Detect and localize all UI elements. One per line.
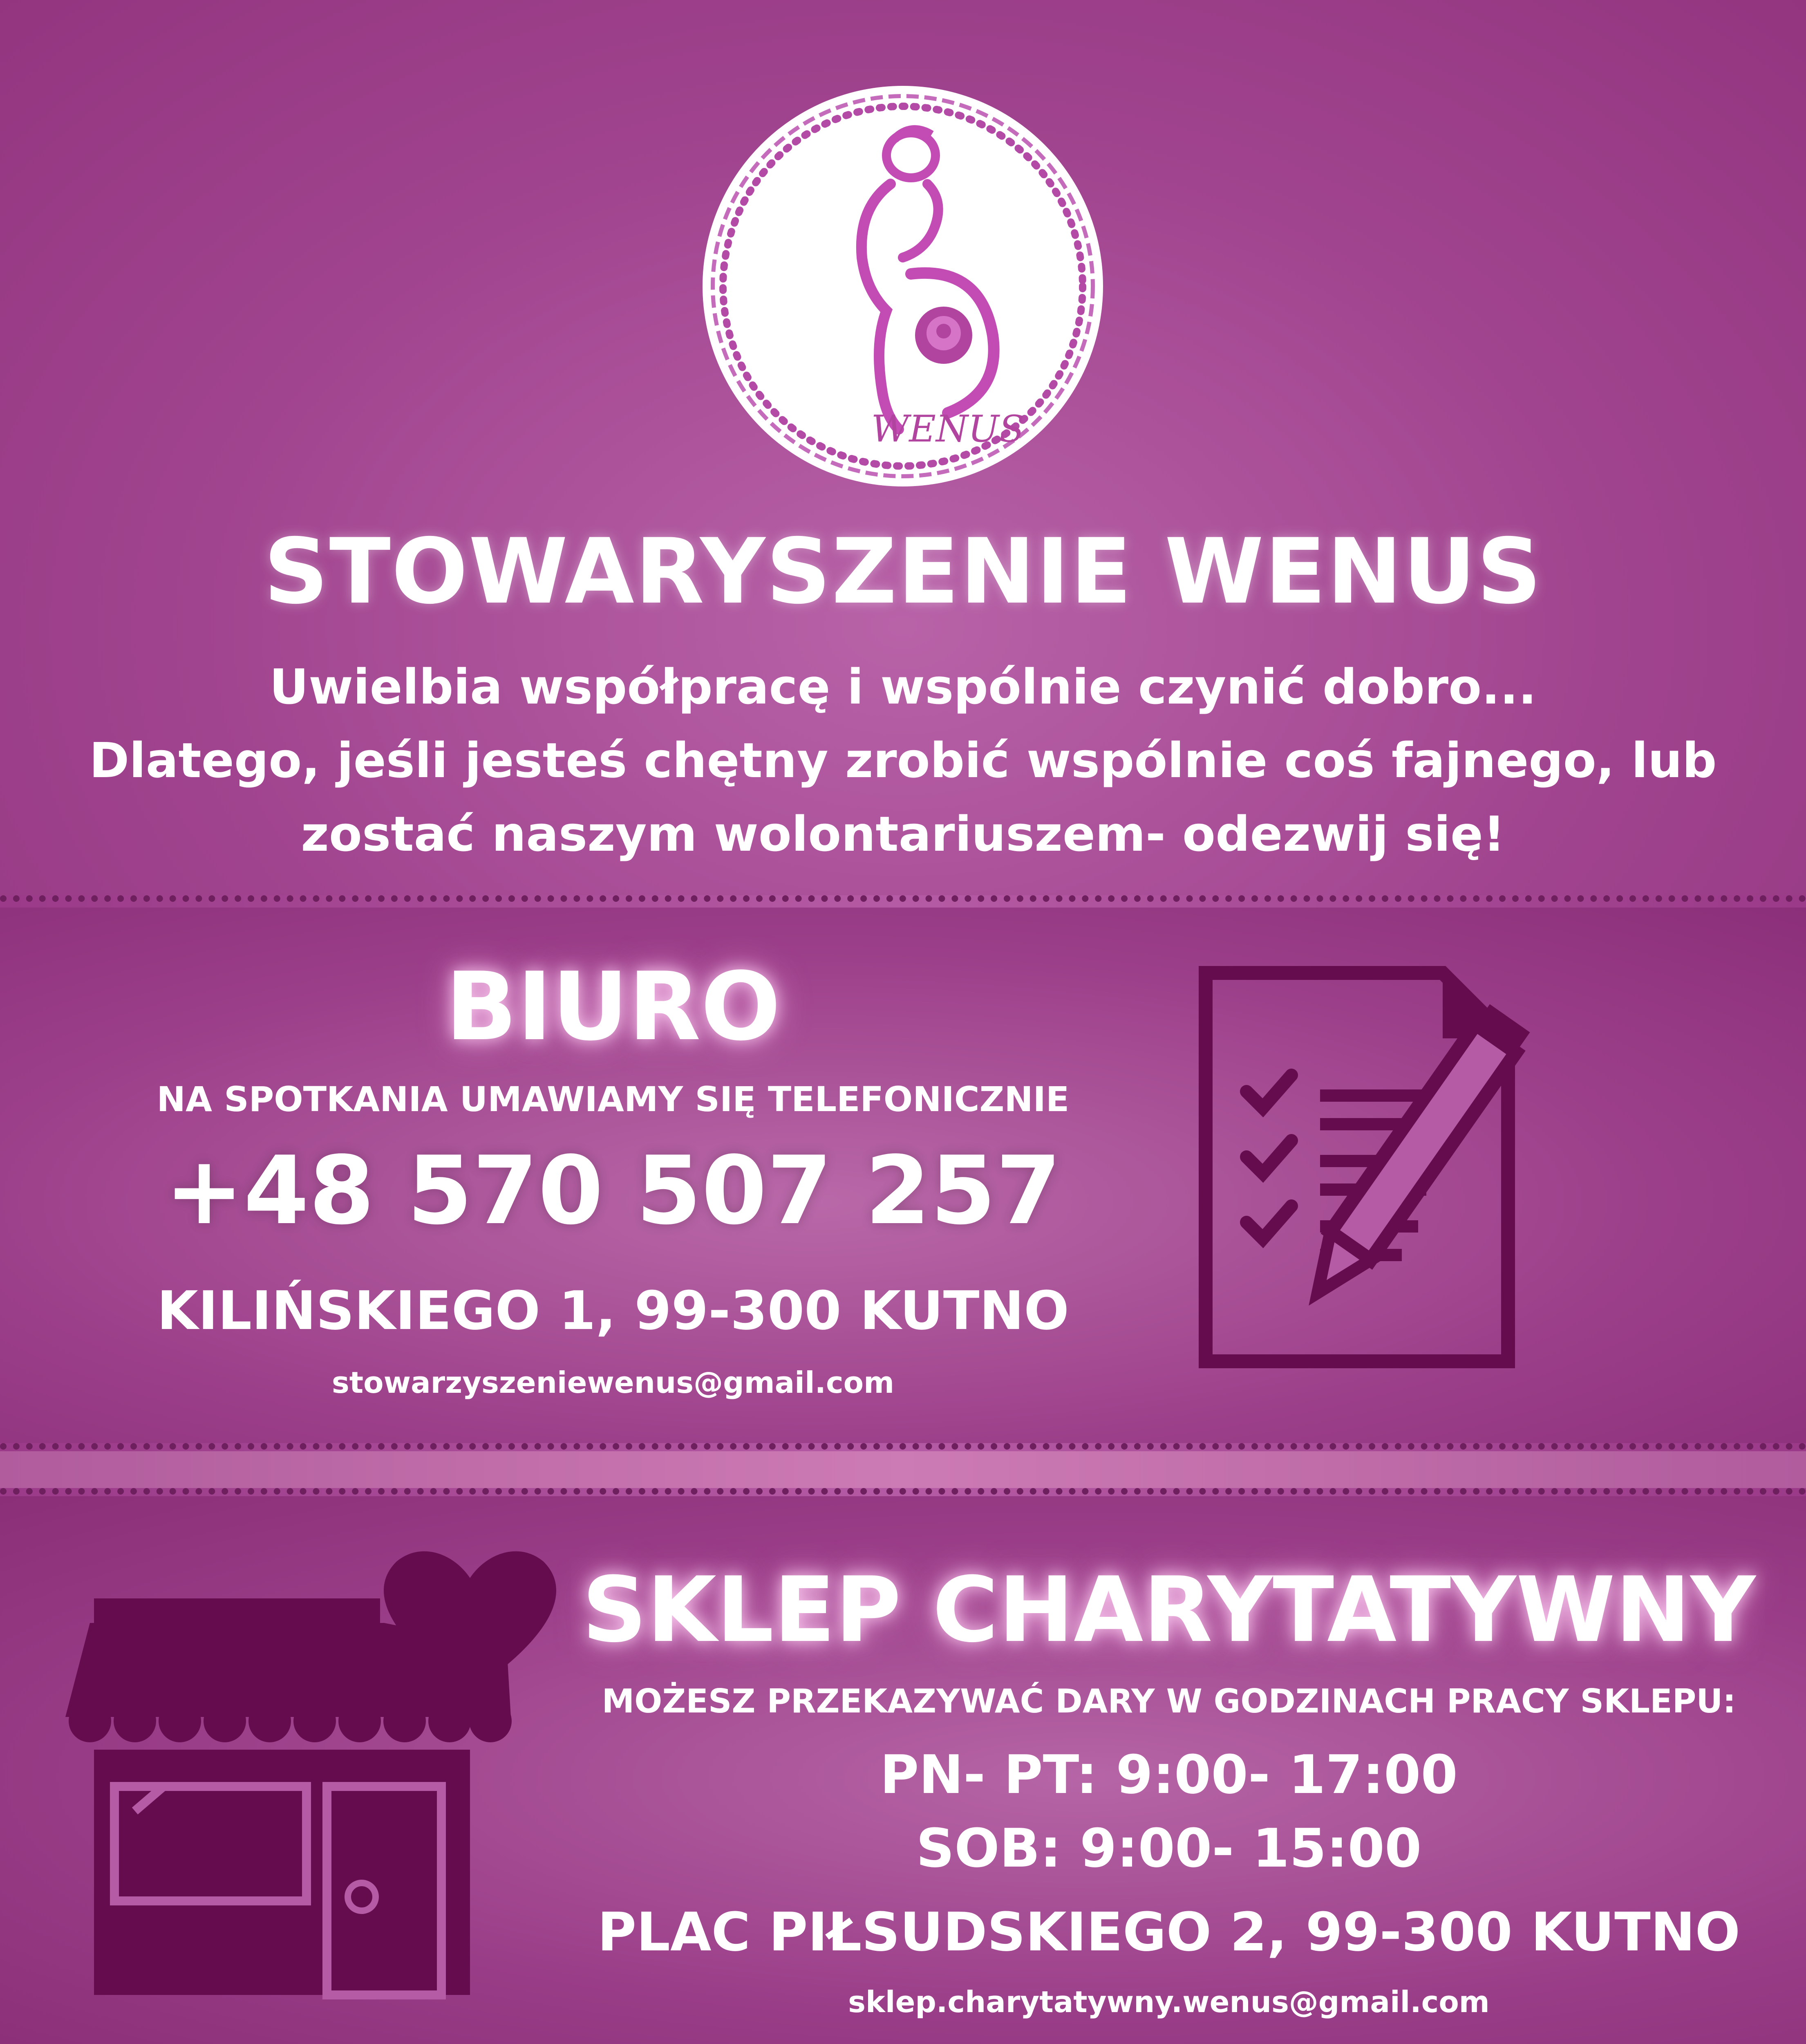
office-note: NA SPOTKANIA UMAWIAMY SIĘ TELEFONICZNIE <box>157 1079 1070 1119</box>
document-pen-icon <box>1197 965 1631 1374</box>
shop-hours-weekdays: PN- PT: 9:00- 17:00 <box>880 1744 1458 1806</box>
office-email: stowarzyszeniewenus@gmail.com <box>331 1365 895 1400</box>
office-title: BIURO <box>445 953 781 1062</box>
shop-heart-icon <box>61 1545 564 2003</box>
office-address: KILIŃSKIEGO 1, 99-300 KUTNO <box>157 1280 1069 1342</box>
office-phone: +48 570 507 257 <box>165 1136 1061 1246</box>
shop-address: PLAC PIŁSUDSKIEGO 2, 99-300 KUTNO <box>597 1901 1741 1963</box>
tagline-line-2: Dlatego, jeśli jesteś chętny zrobić wspólnie coś fajnego, lub <box>89 732 1717 789</box>
shop-title: SKLEP CHARYTATYWNY <box>582 1558 1756 1662</box>
tagline-line-3: zostać naszym wolontariuszem- odezwij się! <box>301 806 1505 862</box>
logo-wordmark: WENUS <box>871 408 1025 450</box>
wenus-logo <box>698 82 1107 491</box>
middle-strip <box>0 1451 1806 1488</box>
page-title: STOWARYSZENIE WENUS <box>264 519 1542 624</box>
dotted-divider <box>0 1488 1806 1495</box>
dotted-divider <box>0 895 1806 902</box>
tagline-line-1: Uwielbia współpracę i wspólnie czynić dobro... <box>269 659 1537 715</box>
shop-email: sklep.charytatywny.wenus@gmail.com <box>848 1985 1490 2019</box>
dotted-divider <box>0 1443 1806 1450</box>
shop-hours-saturday: SOB: 9:00- 15:00 <box>916 1817 1422 1879</box>
shop-note: MOŻESZ PRZEKAZYWAĆ DARY W GODZINACH PRACY SKLEPU: <box>602 1682 1736 1720</box>
